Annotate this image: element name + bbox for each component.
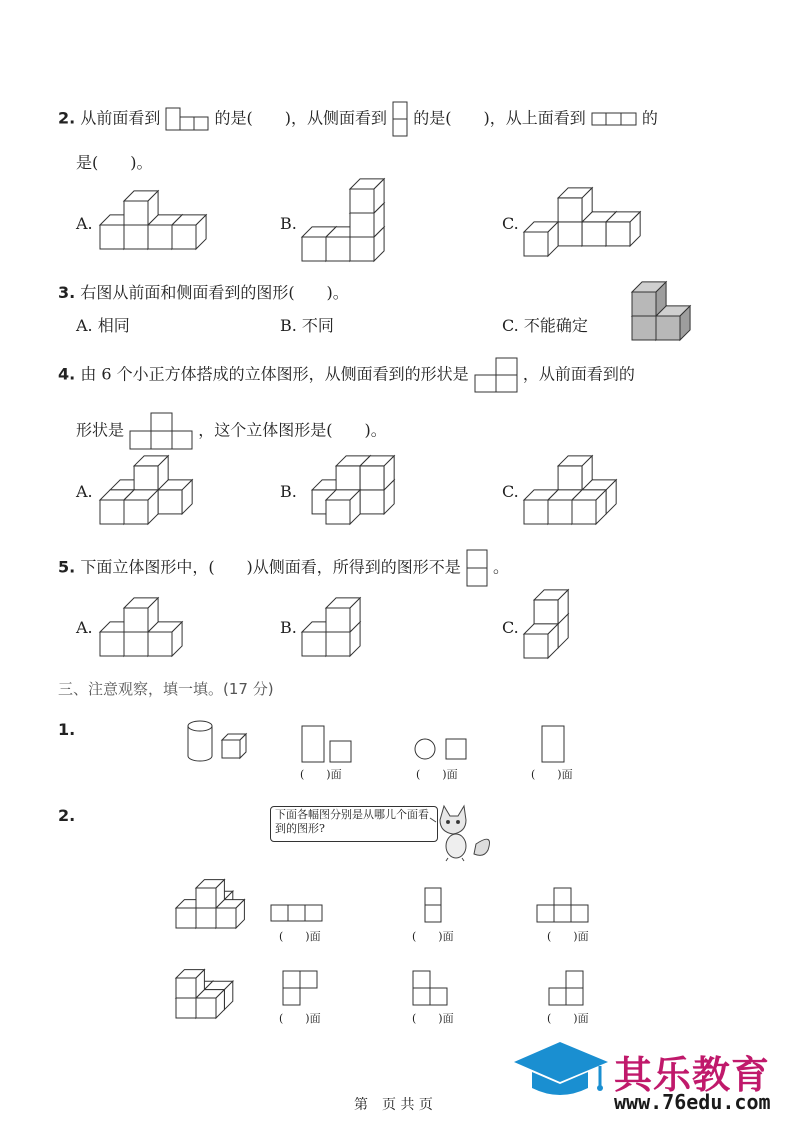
q4-text1: 由 6 个小正方体搭成的立体图形，从侧面看到的形状是 — [80, 364, 469, 384]
q4-option-a-cubes — [98, 458, 193, 526]
cube — [558, 188, 592, 222]
s3q2-row2-view3-icon — [548, 970, 586, 1006]
s3q2-row2-label-2: ( )面 — [412, 1012, 454, 1025]
s3q2-row2-view1-icon — [282, 970, 320, 1006]
q5-side-view-icon — [466, 549, 488, 587]
s3q2-row1-label-3: ( )面 — [547, 930, 589, 943]
q3-text: 右图从前面和侧面看到的图形( )。 — [80, 283, 349, 302]
q2-top-view-icon — [591, 112, 637, 126]
cube — [534, 590, 568, 624]
q4-number: 4. — [58, 364, 76, 384]
cube — [350, 179, 384, 213]
s3q2-row1-view2-icon — [424, 887, 442, 923]
q4-line1 — [58, 357, 635, 393]
q3-option-c: C. 不能确定 — [502, 316, 588, 335]
q5-option-c-label: C. — [502, 618, 519, 637]
q2-text-part4: 的 — [641, 108, 658, 128]
s3q1-number — [58, 720, 75, 739]
q2-text-part2: 的是( )，从侧面看到 — [214, 108, 388, 128]
q2-option-c-label: C. — [502, 214, 519, 233]
q2-text-part3: 的是( )，从上面看到 — [413, 108, 586, 128]
s3q2-row1-label-1: ( )面 — [279, 930, 321, 943]
q2-text-part1: 从前面看到 — [80, 108, 161, 128]
q5-option-b-cubes — [300, 596, 365, 658]
q2-option-c-cubes — [522, 190, 612, 258]
q2-option-b-label: B. — [280, 214, 297, 233]
q5-option-a-label: A. — [76, 618, 93, 637]
s3q2-row1-solid — [174, 880, 244, 930]
cube — [632, 282, 666, 316]
q2-line1 — [58, 101, 658, 137]
s3q2-row1-label-2: ( )面 — [412, 930, 454, 943]
q5-text1: 下面立体图形中，( )从侧面看，所得到的图形不是 — [80, 557, 461, 577]
q3-option-a: A. 相同 — [76, 316, 130, 335]
s3q2-row1-view3-icon — [536, 887, 590, 923]
q5-text2: 。 — [493, 557, 510, 577]
q2-front-view-icon — [165, 107, 209, 131]
q4-option-c-label: C. — [502, 482, 519, 501]
s3q1-view2-icon — [413, 736, 469, 762]
s3q1-view3-icon — [540, 724, 566, 764]
cube — [606, 212, 640, 246]
q2-side-view-icon — [392, 101, 408, 137]
q4-option-a-label: A. — [76, 482, 93, 501]
fox-mascot-icon — [426, 804, 496, 862]
q3-number: 3. — [58, 283, 76, 302]
q4-option-b-label: B. — [280, 482, 297, 501]
q5-line — [58, 549, 509, 587]
s3q2-number-wrap — [58, 806, 75, 825]
s3q2-row2-label-3: ( )面 — [547, 1012, 589, 1025]
brand-name: 其乐教育 — [614, 1053, 771, 1097]
s3q2-row2-solid — [174, 964, 234, 1020]
s3q1-view1-icon — [300, 724, 354, 764]
q2-option-a-cubes — [98, 193, 208, 251]
cube — [124, 598, 158, 632]
q3-line — [58, 280, 349, 303]
q2-option-b-cubes — [300, 183, 390, 263]
s3q1-num: 1. — [58, 720, 76, 739]
q2-line2: 是( )。 — [76, 153, 153, 172]
cube — [558, 456, 592, 490]
page-footer: 第 页 共 页 — [354, 1097, 433, 1113]
q3-option-b: B. 不同 — [280, 316, 334, 335]
q4-line2b: ，这个立体图形是( )。 — [198, 420, 387, 440]
q4-option-b-cubes — [300, 458, 390, 526]
cube — [524, 222, 558, 256]
q4-line2 — [76, 412, 387, 450]
q5-number: 5. — [58, 557, 76, 577]
speech-bubble-text: 下面各幅图分别是从哪儿个面看到的图形? — [275, 808, 429, 835]
cube — [326, 598, 360, 632]
q3-gray-cubes — [630, 280, 690, 342]
q2-option-a-label: A. — [76, 214, 93, 233]
q4-side-view-icon — [474, 357, 518, 393]
q2-number: 2. — [58, 108, 76, 128]
s3q1-label-3: ( )面 — [531, 768, 573, 781]
q4-option-c-cubes — [522, 458, 617, 526]
s3q2-row2-label-1: ( )面 — [279, 1012, 321, 1025]
cube — [176, 970, 204, 998]
cube — [124, 191, 158, 225]
section3-title: 三、注意观察，填一填。(17 分) — [58, 680, 274, 698]
cube — [196, 880, 224, 908]
s3q1-cylinder-cube-icon — [184, 718, 254, 764]
s3q2-row2-view2-icon — [412, 970, 450, 1006]
q5-option-a-cubes — [98, 596, 188, 658]
q4-text2: ，从前面看到的 — [522, 364, 635, 384]
q4-front-view-icon — [129, 412, 193, 450]
cube — [360, 456, 394, 490]
cube — [134, 456, 168, 490]
s3q1-label-2: ( )面 — [416, 768, 458, 781]
cube — [524, 624, 558, 658]
cube — [124, 490, 158, 524]
q4-line2a: 形状是 — [76, 420, 125, 440]
cube — [172, 215, 206, 249]
brand-url: www.76edu.com — [614, 1090, 771, 1114]
cube — [572, 490, 606, 524]
cube — [326, 490, 360, 524]
s3q1-label-1: ( )面 — [300, 768, 342, 781]
q5-option-b-label: B. — [280, 618, 297, 637]
speech-bubble — [270, 806, 438, 842]
graduation-cap-logo-icon — [510, 1040, 612, 1102]
q5-option-c-cubes — [522, 592, 572, 660]
s3q2-number: 2. — [58, 806, 76, 825]
s3q2-row1-view1-icon — [270, 904, 324, 922]
